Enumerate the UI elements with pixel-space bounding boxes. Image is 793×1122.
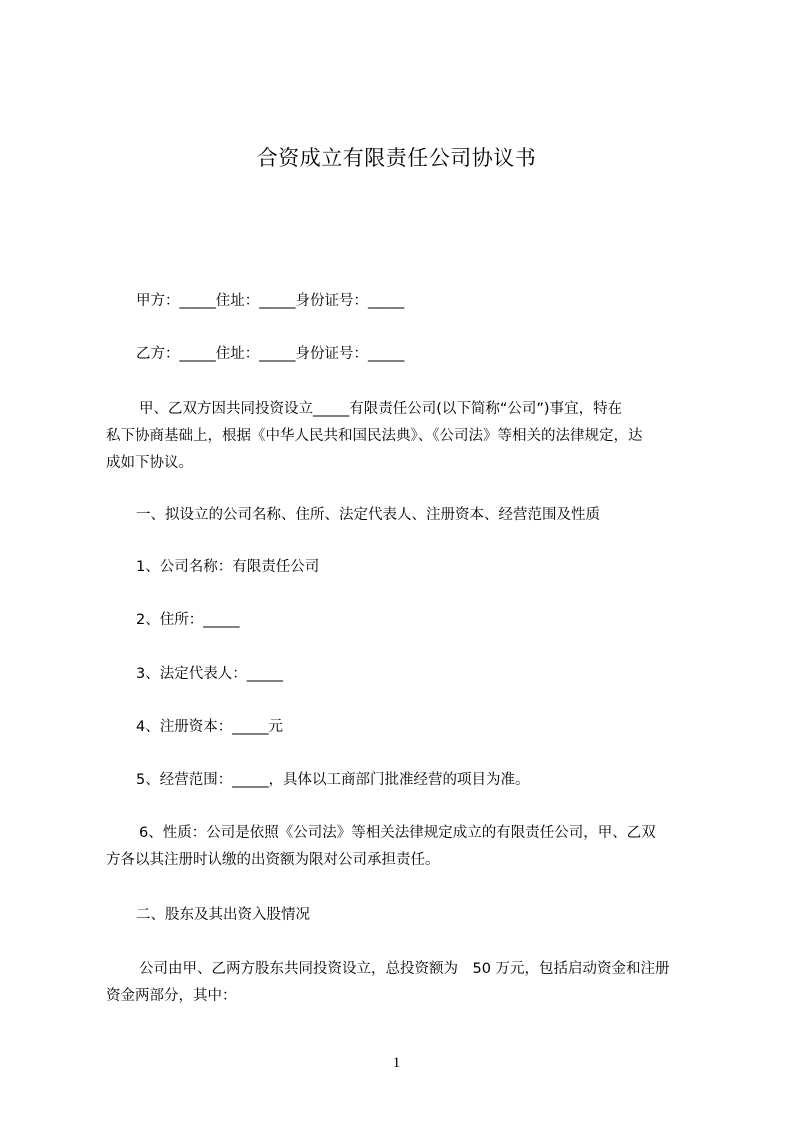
section-1-heading: 一、拟设立的公司名称、住所、法定代表人、注册资本、经营范围及性质 [136, 507, 600, 523]
item-nature-paragraph [106, 820, 706, 874]
intro-line-2: 私下协商基础上，根据《中华人民共和国民法典》、《公司法》等相关的法律规定，达 [106, 428, 643, 444]
party-a-line: 甲方：_____住址：_____身份证号：_____ [136, 293, 405, 309]
section-2-line-2: 资金两部分，其中： [106, 988, 237, 1004]
document-title: 合资成立有限责任公司协议书 [256, 146, 537, 170]
item-legal-representative: 3、法定代表人：_____ [136, 666, 283, 682]
intro-line-3: 成如下协议。 [106, 455, 193, 471]
item-nature-line-1: 6、性质：公司是依照《公司法》等相关法律规定成立的有限责任公司，甲、乙双 [139, 825, 656, 841]
item-nature-line-2: 方各以其注册时认缴的出资额为限对公司承担责任。 [106, 852, 440, 868]
section-2-line-1: 公司由甲、乙两方股东共同投资设立，总投资额为 50 万元，包括启动资金和注册 [139, 961, 670, 977]
item-company-name: 1、公司名称：有限责任公司 [136, 559, 320, 575]
item-registered-capital: 4、注册资本：_____元 [136, 719, 283, 735]
party-b-line: 乙方：_____住址：_____身份证号：_____ [136, 346, 405, 362]
section-2-paragraph [106, 956, 706, 1010]
page-number: 1 [392, 1055, 401, 1071]
intro-line-1: 甲、乙双方因共同投资设立_____有限责任公司(以下简称“公司”)事宜，特在 [139, 401, 623, 417]
intro-paragraph [106, 396, 706, 477]
section-2-heading: 二、股东及其出资入股情况 [136, 907, 310, 923]
item-business-scope: 5、经营范围：_____，具体以工商部门批准经营的项目为准。 [136, 772, 530, 788]
item-address: 2、住所：_____ [136, 612, 240, 628]
